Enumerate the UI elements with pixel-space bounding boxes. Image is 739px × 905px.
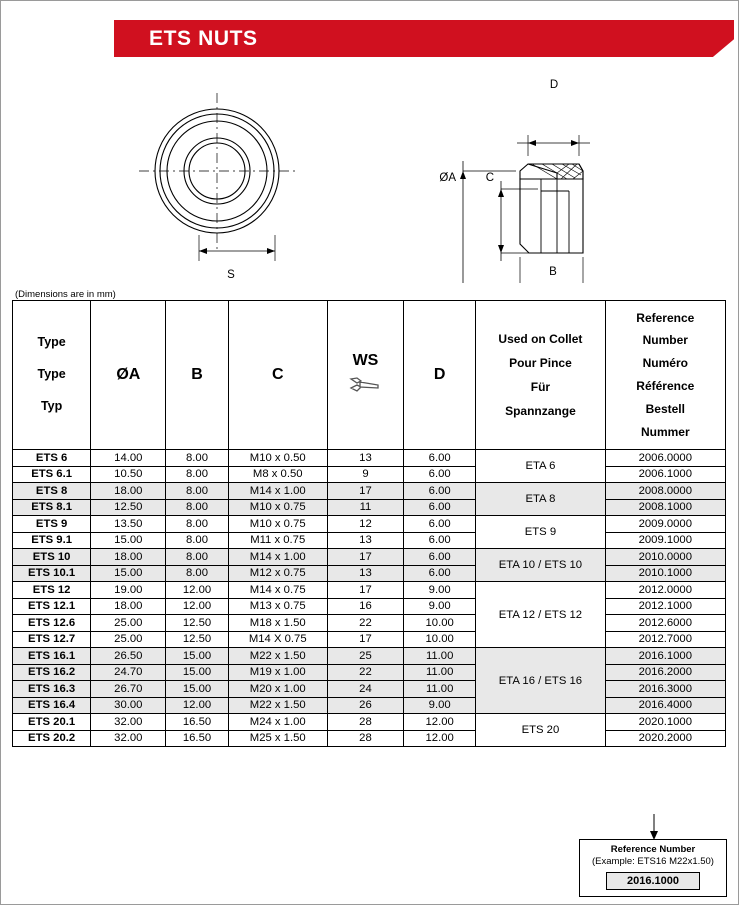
header-c: C	[228, 301, 327, 450]
cell-ws: 16	[327, 598, 403, 615]
cell-b: 8.00	[166, 549, 228, 566]
cell-reference: 2010.1000	[605, 565, 725, 582]
cell-type: ETS 12.6	[13, 615, 91, 632]
cell-type: ETS 10	[13, 549, 91, 566]
cell-type: ETS 8.1	[13, 499, 91, 516]
cell-b: 8.00	[166, 450, 228, 467]
cell-oa: 14.00	[91, 450, 166, 467]
cell-b: 12.50	[166, 631, 228, 648]
cell-d: 11.00	[404, 648, 476, 665]
drawing-svg	[1, 61, 739, 283]
table-header-row	[13, 301, 726, 450]
cell-oa: 19.00	[91, 582, 166, 599]
cell-collet: ETA 10 / ETS 10	[476, 549, 605, 582]
reference-number-callout	[579, 839, 727, 897]
table-row	[13, 714, 726, 731]
label-s: S	[227, 269, 235, 281]
cell-reference: 2009.1000	[605, 532, 725, 549]
cell-b: 8.00	[166, 483, 228, 500]
cell-reference: 2008.0000	[605, 483, 725, 500]
cell-d: 11.00	[404, 664, 476, 681]
page-title: ETS NUTS	[149, 27, 258, 50]
cell-d: 10.00	[404, 631, 476, 648]
header-reference	[605, 301, 725, 450]
cell-reference: 2009.0000	[605, 516, 725, 533]
cell-d: 11.00	[404, 681, 476, 698]
header-ref-de1: Bestell	[645, 401, 685, 416]
cell-oa: 10.50	[91, 466, 166, 483]
cell-collet: ETS 20	[476, 714, 605, 747]
callout-value: 2016.1000	[606, 872, 700, 890]
label-oa: ØA	[439, 172, 456, 184]
cell-b: 12.00	[166, 697, 228, 714]
header-collet	[476, 301, 605, 450]
table-row	[13, 598, 726, 615]
cell-oa: 25.00	[91, 631, 166, 648]
cell-d: 9.00	[404, 598, 476, 615]
cell-type: ETS 16.4	[13, 697, 91, 714]
table-row	[13, 730, 726, 747]
cell-reference: 2010.0000	[605, 549, 725, 566]
cell-d: 10.00	[404, 615, 476, 632]
cell-b: 15.00	[166, 648, 228, 665]
cell-c: M24 x 1.00	[228, 714, 327, 731]
cell-reference: 2016.4000	[605, 697, 725, 714]
cell-oa: 15.00	[91, 565, 166, 582]
table-row	[13, 582, 726, 599]
cell-ws: 13	[327, 532, 403, 549]
cell-collet: ETA 8	[476, 483, 605, 516]
cell-d: 9.00	[404, 697, 476, 714]
cell-ws: 28	[327, 730, 403, 747]
cell-reference: 2008.1000	[605, 499, 725, 516]
cell-reference: 2020.1000	[605, 714, 725, 731]
cell-ws: 22	[327, 615, 403, 632]
cell-type: ETS 10.1	[13, 565, 91, 582]
header-collet-en: Used on Collet	[498, 332, 583, 346]
cell-type: ETS 12.1	[13, 598, 91, 615]
cell-oa: 32.00	[91, 730, 166, 747]
header-ref-fr2: Référence	[636, 379, 695, 393]
table-row	[13, 483, 726, 500]
callout-example: (Example: ETS16 M22x1.50)	[592, 856, 714, 867]
table-row	[13, 681, 726, 698]
cell-ws: 17	[327, 483, 403, 500]
cell-reference: 2006.1000	[605, 466, 725, 483]
cell-c: M14 x 0.75	[228, 582, 327, 599]
table-row	[13, 499, 726, 516]
cell-type: ETS 6.1	[13, 466, 91, 483]
cell-b: 8.00	[166, 532, 228, 549]
cell-d: 6.00	[404, 532, 476, 549]
header-ref-en2: Number	[642, 333, 688, 348]
header-b: B	[166, 301, 228, 450]
cell-d: 6.00	[404, 516, 476, 533]
cell-oa: 26.50	[91, 648, 166, 665]
cell-b: 12.00	[166, 598, 228, 615]
cell-d: 6.00	[404, 565, 476, 582]
cell-ws: 12	[327, 516, 403, 533]
cell-type: ETS 9	[13, 516, 91, 533]
table-row	[13, 648, 726, 665]
header-type	[13, 301, 91, 450]
cell-c: M14 x 1.00	[228, 483, 327, 500]
table-row	[13, 565, 726, 582]
cell-c: M25 x 1.50	[228, 730, 327, 747]
cell-type: ETS 16.3	[13, 681, 91, 698]
cell-c: M22 x 1.50	[228, 648, 327, 665]
header-ref-en1: Reference	[636, 310, 695, 325]
cell-collet: ETS 9	[476, 516, 605, 549]
cell-reference: 2016.3000	[605, 681, 725, 698]
cell-reference: 2016.1000	[605, 648, 725, 665]
cell-c: M11 x 0.75	[228, 532, 327, 549]
cell-type: ETS 20.1	[13, 714, 91, 731]
cell-d: 6.00	[404, 499, 476, 516]
cell-collet: ETA 16 / ETS 16	[476, 648, 605, 714]
title-banner	[114, 20, 734, 57]
cell-collet: ETA 12 / ETS 12	[476, 582, 605, 648]
cell-ws: 17	[327, 631, 403, 648]
cell-ws: 11	[327, 499, 403, 516]
dimensions-note: (Dimensions are in mm)	[15, 289, 116, 300]
cell-oa: 26.70	[91, 681, 166, 698]
cell-reference: 2012.1000	[605, 598, 725, 615]
header-oa: ØA	[91, 301, 166, 450]
wrench-icon	[328, 376, 403, 399]
cell-type: ETS 12.7	[13, 631, 91, 648]
cell-d: 6.00	[404, 483, 476, 500]
cell-reference: 2006.0000	[605, 450, 725, 467]
cell-b: 8.00	[166, 499, 228, 516]
cell-b: 16.50	[166, 730, 228, 747]
table-row	[13, 466, 726, 483]
header-collet-de2: Spannzange	[505, 404, 576, 418]
cell-type: ETS 20.2	[13, 730, 91, 747]
header-ref-fr1: Numéro	[642, 356, 688, 371]
cell-ws: 24	[327, 681, 403, 698]
cell-ws: 25	[327, 648, 403, 665]
table-row	[13, 697, 726, 714]
table-row	[13, 631, 726, 648]
cell-type: ETS 8	[13, 483, 91, 500]
technical-drawings	[1, 61, 739, 283]
cell-b: 12.50	[166, 615, 228, 632]
cell-oa: 12.50	[91, 499, 166, 516]
label-d: D	[549, 79, 559, 91]
cell-c: M10 x 0.75	[228, 499, 327, 516]
specification-table	[12, 300, 726, 747]
cell-oa: 32.00	[91, 714, 166, 731]
cell-reference: 2020.2000	[605, 730, 725, 747]
cell-oa: 18.00	[91, 598, 166, 615]
header-type-fr: Type	[37, 367, 66, 382]
cell-c: M13 x 0.75	[228, 598, 327, 615]
label-c: C	[485, 172, 494, 184]
cell-ws: 13	[327, 565, 403, 582]
cell-d: 6.00	[404, 549, 476, 566]
cell-d: 6.00	[404, 450, 476, 467]
cell-c: M20 x 1.00	[228, 681, 327, 698]
cell-reference: 2012.6000	[605, 615, 725, 632]
cell-ws: 9	[327, 466, 403, 483]
cell-oa: 18.00	[91, 483, 166, 500]
cell-b: 12.00	[166, 582, 228, 599]
table-row	[13, 516, 726, 533]
cell-oa: 25.00	[91, 615, 166, 632]
table-row	[13, 615, 726, 632]
cell-type: ETS 12	[13, 582, 91, 599]
cell-d: 12.00	[404, 730, 476, 747]
cell-d: 12.00	[404, 714, 476, 731]
cell-oa: 30.00	[91, 697, 166, 714]
cell-d: 9.00	[404, 582, 476, 599]
cell-c: M19 x 1.00	[228, 664, 327, 681]
header-ref-de2: Nummer	[640, 424, 690, 439]
cell-c: M8 x 0.50	[228, 466, 327, 483]
cell-type: ETS 16.1	[13, 648, 91, 665]
cell-b: 15.00	[166, 664, 228, 681]
header-ws	[327, 301, 403, 450]
callout-title: Reference Number	[610, 844, 696, 855]
header-collet-de: Für	[530, 380, 551, 394]
cell-b: 8.00	[166, 466, 228, 483]
table-row	[13, 664, 726, 681]
header-type-de: Typ	[40, 398, 63, 413]
cell-oa: 24.70	[91, 664, 166, 681]
header-ws-label: WS	[352, 351, 379, 369]
cell-c: M14 x 1.00	[228, 549, 327, 566]
cell-ws: 28	[327, 714, 403, 731]
cell-reference: 2012.7000	[605, 631, 725, 648]
cell-c: M10 x 0.50	[228, 450, 327, 467]
table-row	[13, 532, 726, 549]
callout-arrow	[649, 814, 659, 840]
cell-oa: 15.00	[91, 532, 166, 549]
cell-b: 16.50	[166, 714, 228, 731]
cell-c: M18 x 1.50	[228, 615, 327, 632]
cell-type: ETS 16.2	[13, 664, 91, 681]
cell-ws: 22	[327, 664, 403, 681]
cell-oa: 18.00	[91, 549, 166, 566]
cell-type: ETS 9.1	[13, 532, 91, 549]
cell-ws: 26	[327, 697, 403, 714]
cell-b: 15.00	[166, 681, 228, 698]
cell-reference: 2012.0000	[605, 582, 725, 599]
table-row	[13, 549, 726, 566]
header-type-en: Type	[37, 335, 66, 350]
cell-ws: 17	[327, 549, 403, 566]
header-d: D	[404, 301, 476, 450]
cell-c: M10 x 0.75	[228, 516, 327, 533]
label-b: B	[549, 266, 557, 278]
cell-oa: 13.50	[91, 516, 166, 533]
cell-b: 8.00	[166, 565, 228, 582]
header-collet-fr: Pour Pince	[509, 356, 572, 370]
cell-c: M12 x 0.75	[228, 565, 327, 582]
cell-collet: ETA 6	[476, 450, 605, 483]
cell-c: M22 x 1.50	[228, 697, 327, 714]
cell-b: 8.00	[166, 516, 228, 533]
cell-ws: 13	[327, 450, 403, 467]
cell-d: 6.00	[404, 466, 476, 483]
table-row	[13, 450, 726, 467]
cell-c: M14 X 0.75	[228, 631, 327, 648]
cell-type: ETS 6	[13, 450, 91, 467]
cell-ws: 17	[327, 582, 403, 599]
cell-reference: 2016.2000	[605, 664, 725, 681]
